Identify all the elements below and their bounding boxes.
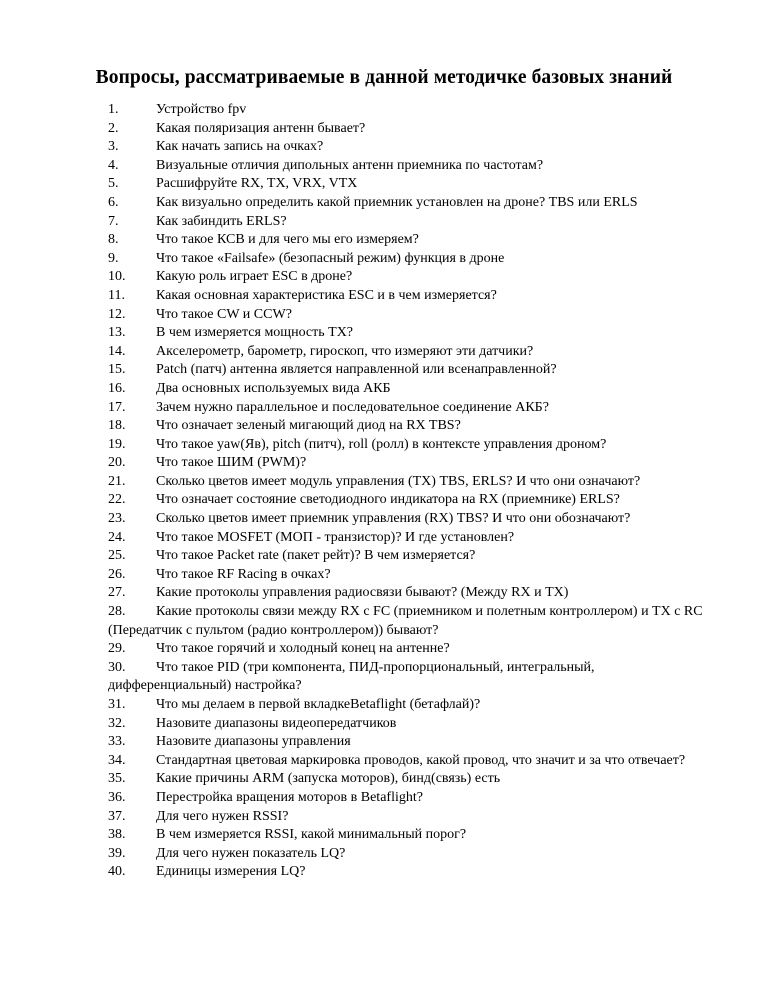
document-title: Вопросы, рассматриваемые в данной методичке базовых знаний xyxy=(95,67,673,88)
question-number: 36. xyxy=(108,789,126,805)
question-text: В чем измеряется мощность TX? xyxy=(156,325,354,341)
question-number: 8. xyxy=(108,232,119,248)
question-number: 13. xyxy=(108,325,126,341)
question-text: Что такое горячий и холодный конец на антенне? xyxy=(156,641,450,657)
question-text: Что такое «Failsafe» (безопасный режим) функция в дроне xyxy=(156,250,505,266)
question-item xyxy=(108,324,712,343)
question-number: 37. xyxy=(108,808,126,824)
question-item xyxy=(108,101,712,120)
question-number: 30. xyxy=(108,659,126,675)
question-item xyxy=(108,696,712,715)
question-number: 5. xyxy=(108,176,119,192)
question-item xyxy=(108,566,712,585)
question-number: 23. xyxy=(108,511,126,527)
question-item xyxy=(108,863,712,882)
question-item xyxy=(108,194,712,213)
question-number: 2. xyxy=(108,120,119,136)
question-text: Какая основная характеристика ESC и в чем измеряется? xyxy=(156,287,497,303)
question-number: 34. xyxy=(108,752,126,768)
question-number: 4. xyxy=(108,157,119,173)
question-text: Два основных используемых вида АКБ xyxy=(156,380,391,396)
question-number: 3. xyxy=(108,139,119,155)
question-number: 17. xyxy=(108,399,126,415)
question-text: Назовите диапазоны управления xyxy=(156,734,351,750)
question-number: 38. xyxy=(108,827,126,843)
question-text: Сколько цветов имеет приемник управления (RX) TBS? И что они обозначают? xyxy=(156,511,631,527)
question-item xyxy=(108,770,712,789)
question-item xyxy=(108,529,712,548)
question-item xyxy=(108,789,712,808)
question-number: 26. xyxy=(108,566,126,582)
question-item xyxy=(108,603,712,640)
question-item xyxy=(108,250,712,269)
question-text: Что такое Packet rate (пакет рейт)? В чем измеряется? xyxy=(156,548,476,564)
question-text: Устройство fpv xyxy=(156,102,247,117)
question-text: Стандартная цветовая маркировка проводов, какой провод, что значит и за что отвечает? xyxy=(156,752,686,768)
question-number: 20. xyxy=(108,455,126,471)
question-number: 28. xyxy=(108,604,126,620)
question-number: 39. xyxy=(108,845,126,861)
question-number: 21. xyxy=(108,473,126,489)
question-item xyxy=(108,659,712,696)
question-number: 16. xyxy=(108,380,126,396)
question-text: Какие причины ARM (запуска моторов), бинд(связь) есть xyxy=(156,771,501,787)
question-number: 24. xyxy=(108,529,126,545)
question-number: 15. xyxy=(108,362,126,378)
question-item xyxy=(108,268,712,287)
question-text: Что означает зеленый мигающий диод на RX TBS? xyxy=(156,418,461,434)
question-text: Назовите диапазоны видеопередатчиков xyxy=(156,715,397,731)
question-text: В чем измеряется RSSI, какой минимальный порог? xyxy=(156,827,467,843)
question-number: 11. xyxy=(108,287,125,303)
question-item xyxy=(108,175,712,194)
question-text: Patch (патч) антенна является направленной или всенаправленной? xyxy=(156,362,557,378)
question-text: Перестройка вращения моторов в Betaflight? xyxy=(156,789,423,805)
question-item xyxy=(108,584,712,603)
question-item xyxy=(108,343,712,362)
question-item xyxy=(108,417,712,436)
question-text: Что такое КСВ и для чего мы его измеряем? xyxy=(156,232,419,248)
question-text: Что такое MOSFET (МОП - транзистор)? И где установлен? xyxy=(156,529,515,545)
question-text: Расшифруйте RX, TX, VRX, VTX xyxy=(156,176,358,192)
question-text: Какие протоколы управления радиосвязи бывают? (Между RX и TX) xyxy=(156,585,569,601)
question-text: Акселерометр, барометр, гироскоп, что измеряют эти датчики? xyxy=(156,343,534,359)
question-text: Зачем нужно параллельное и последовательное соединение АКБ? xyxy=(156,399,549,415)
question-item xyxy=(108,547,712,566)
question-text: Что такое CW и CCW? xyxy=(156,306,292,322)
question-number: 14. xyxy=(108,343,126,359)
question-item xyxy=(108,120,712,139)
question-number: 12. xyxy=(108,306,126,322)
question-text: Для чего нужен RSSI? xyxy=(156,808,289,824)
question-number: 7. xyxy=(108,213,119,229)
question-item xyxy=(108,306,712,325)
question-number: 19. xyxy=(108,436,126,452)
question-item xyxy=(108,287,712,306)
question-number: 6. xyxy=(108,194,119,210)
question-item xyxy=(108,473,712,492)
question-item xyxy=(108,157,712,176)
question-text: Что такое RF Racing в очках? xyxy=(156,566,331,582)
question-number: 35. xyxy=(108,771,126,787)
question-number: 29. xyxy=(108,641,126,657)
question-text: Сколько цветов имеет модуль управления (TX) TBS, ERLS? И что они означают? xyxy=(156,473,641,489)
question-item xyxy=(108,380,712,399)
question-text: Что мы делаем в первой вкладкеBetaflight (бетафлай)? xyxy=(156,697,481,712)
question-number: 27. xyxy=(108,585,126,601)
question-text: Какая поляризация антенн бывает? xyxy=(156,120,366,136)
question-number: 25. xyxy=(108,548,126,564)
question-number: 18. xyxy=(108,418,126,434)
question-number: 9. xyxy=(108,250,119,266)
question-item xyxy=(108,715,712,734)
question-number: 22. xyxy=(108,492,126,508)
question-number: 33. xyxy=(108,734,126,750)
question-list xyxy=(108,101,712,882)
question-text: Визуальные отличия дипольных антенн приемника по частотам? xyxy=(156,157,544,173)
question-number: 10. xyxy=(108,269,126,285)
question-text: Какую роль играет ESC в дроне? xyxy=(156,269,353,285)
question-text: Единицы измерения LQ? xyxy=(156,864,306,880)
question-text: Что такое PID (три компонента, ПИД-пропорциональный, интегральный, дифференциальный) настройка? xyxy=(108,659,595,694)
question-number: 40. xyxy=(108,864,126,880)
question-item xyxy=(108,826,712,845)
question-item xyxy=(108,640,712,659)
question-text: Как визуально определить какой приемник установлен на дроне? TBS или ERLS xyxy=(156,194,638,210)
question-text: Что такое yaw(Яв), pitch (питч), roll (ролл) в контексте управления дроном? xyxy=(156,436,607,452)
question-item xyxy=(108,491,712,510)
question-text: Для чего нужен показатель LQ? xyxy=(156,845,346,861)
question-text: Как начать запись на очках? xyxy=(156,139,324,155)
question-number: 1. xyxy=(108,102,119,117)
question-text: Какие протоколы связи между RX с FC (приемником и полетным контроллером) и TX с RC (Передатчик с пультом (радио контроллером)) бывают? xyxy=(108,604,703,638)
question-item xyxy=(108,213,712,232)
question-item xyxy=(108,361,712,380)
question-item xyxy=(108,510,712,529)
question-item xyxy=(108,733,712,752)
question-text: Что такое ШИМ (PWM)? xyxy=(156,455,307,471)
question-item xyxy=(108,845,712,864)
question-number: 31. xyxy=(108,697,126,712)
question-item xyxy=(108,436,712,455)
question-text: Что означает состояние светодиодного индикатора на RX (приемнике) ERLS? xyxy=(156,492,620,508)
question-item xyxy=(108,231,712,250)
question-number: 32. xyxy=(108,715,126,731)
question-item xyxy=(108,399,712,418)
question-item xyxy=(108,752,712,771)
question-text: Как забиндить ERLS? xyxy=(156,213,287,229)
question-item xyxy=(108,454,712,473)
question-item xyxy=(108,138,712,157)
question-item xyxy=(108,808,712,827)
